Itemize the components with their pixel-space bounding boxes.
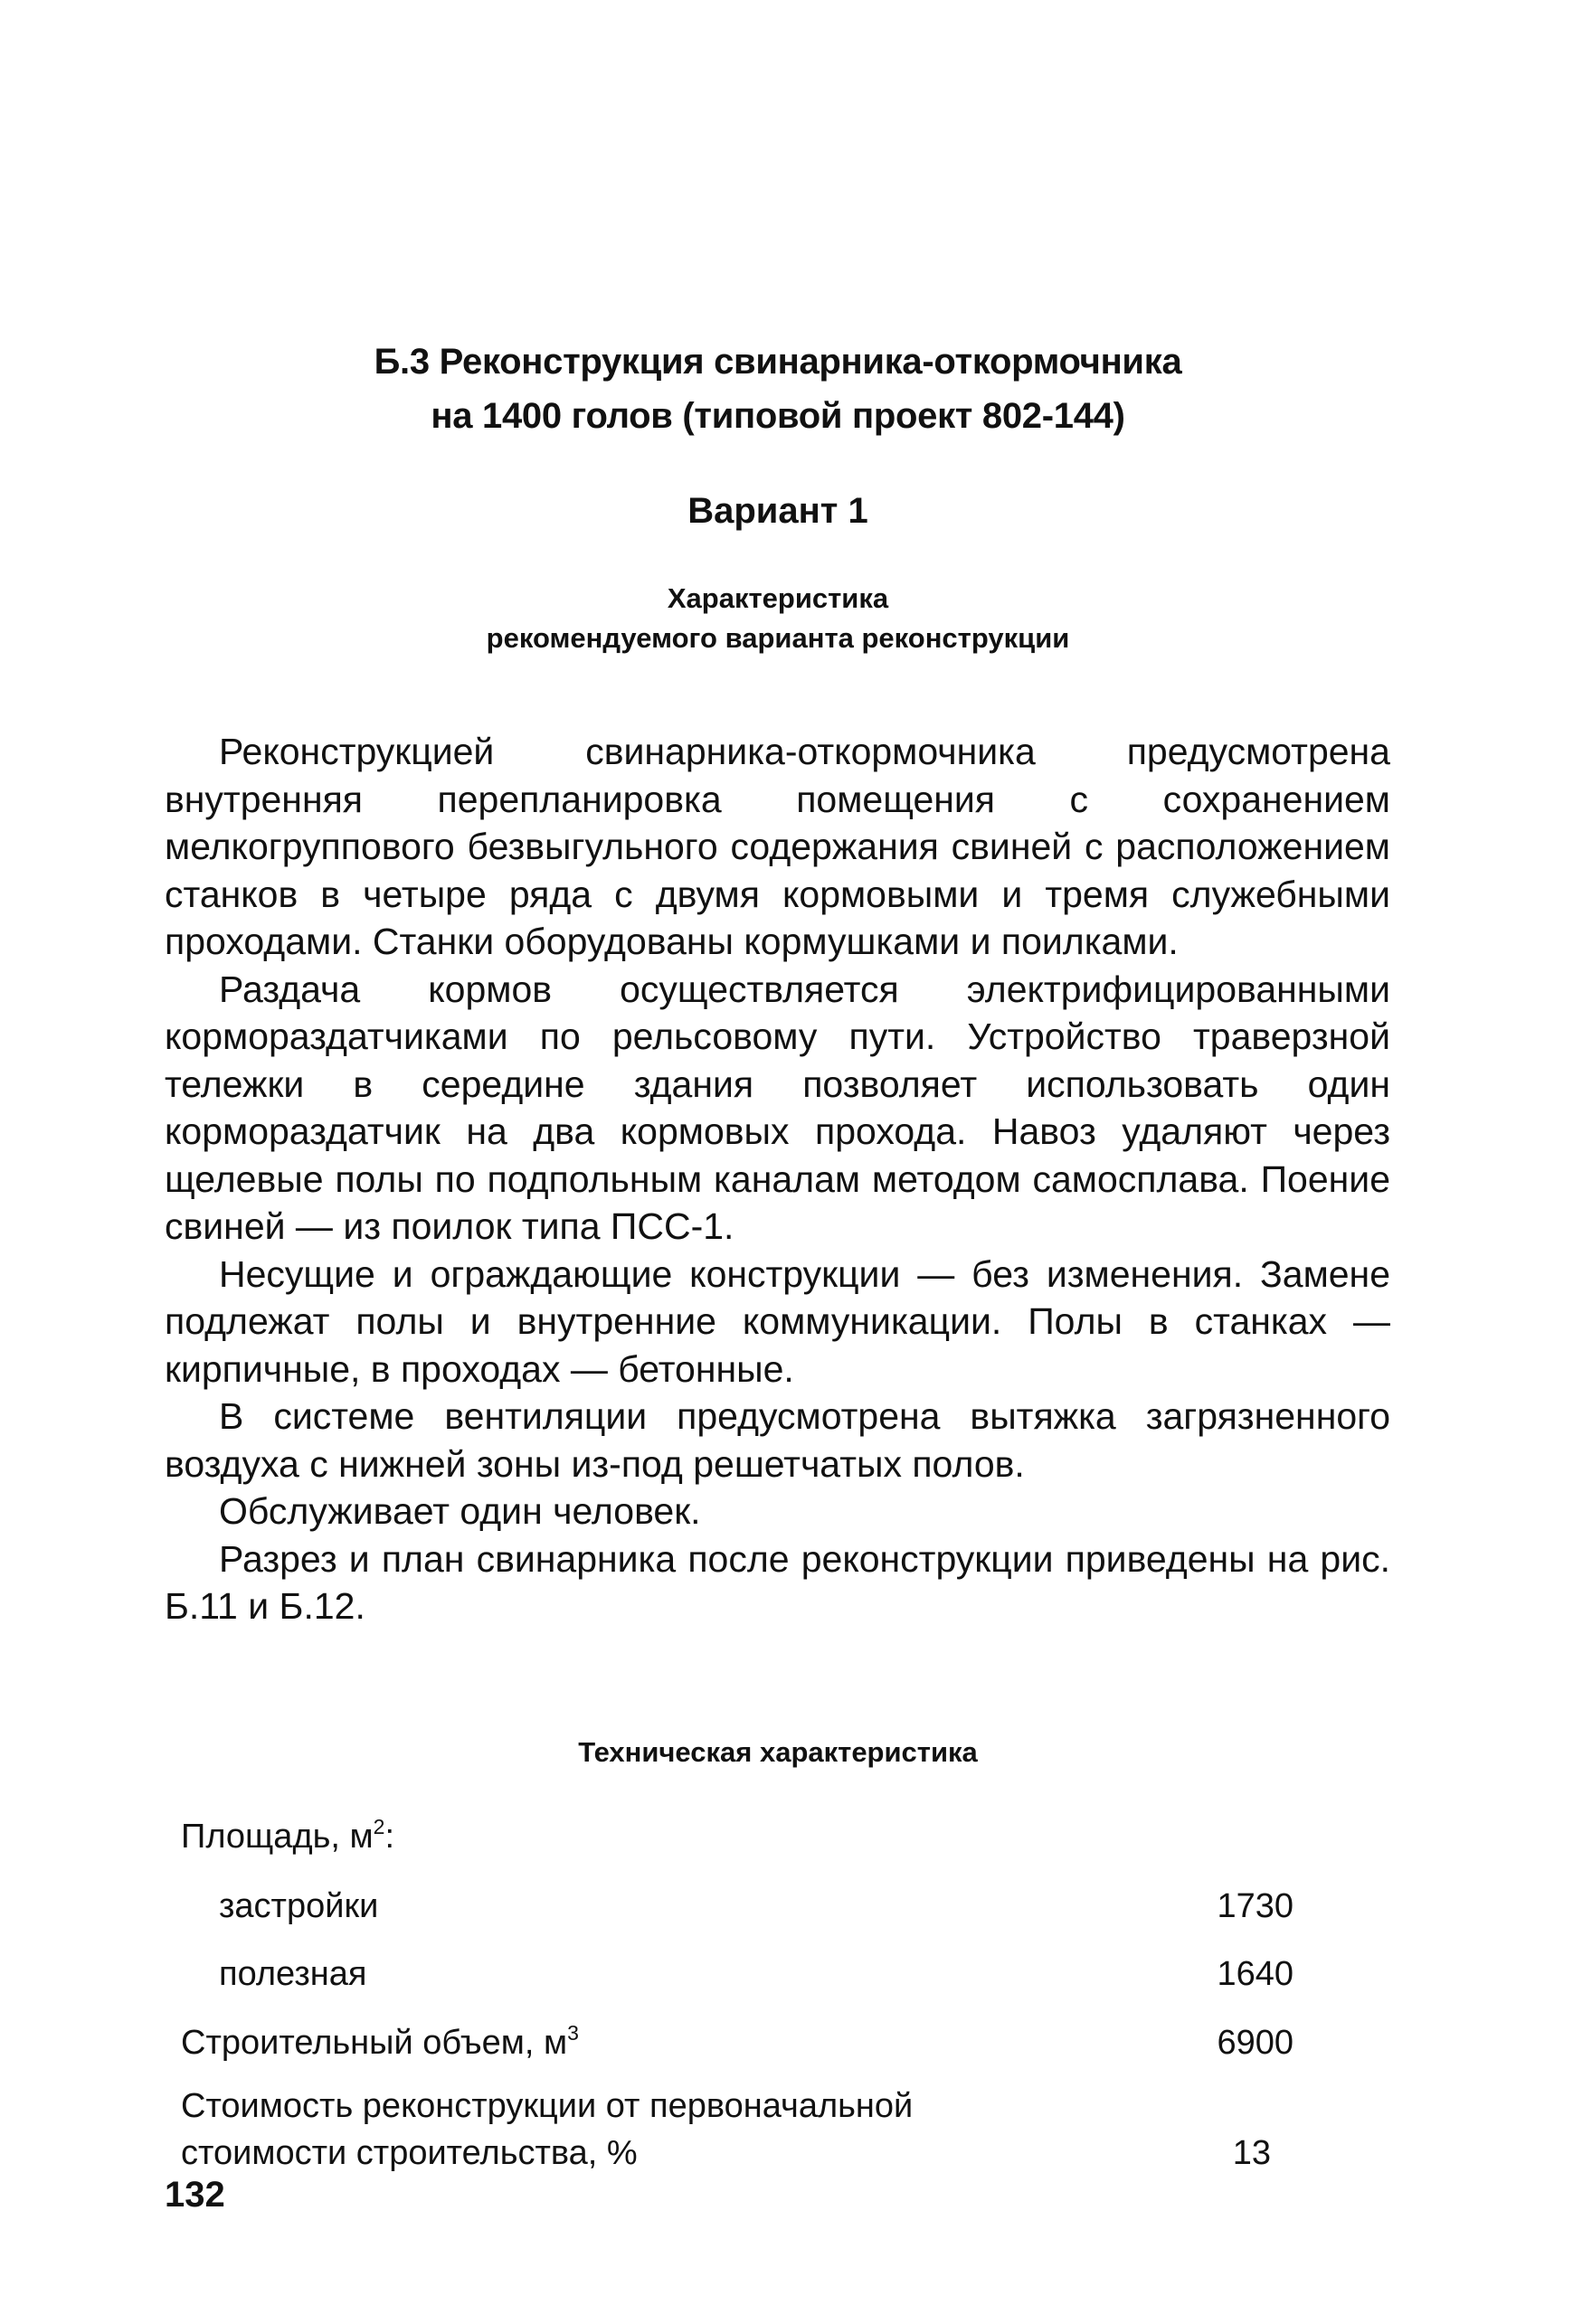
characteristics-heading-line-2: рекомендуемого варианта реконструкции	[486, 622, 1070, 654]
page-number: 132	[165, 2175, 225, 2215]
paragraph-feeding: Раздача кормов осуществляется электрифицированными кормораздатчиками по рельсовому пути. Устройство траверзной тележки в середине здания позволяет использовать один кормораздатчик на два кормовых прохода. Навоз удаляют через щелевые полы по подпольным каналам методом самосплава. Поение свиней — из поилок типа ПСС-1.	[165, 968, 1390, 1247]
volume-value: 6900	[1217, 2024, 1293, 2062]
paragraph-figures: Разрез и план свинарника после реконструкции приведены на рис. Б.11 и Б.12.	[165, 1537, 1390, 1627]
paragraph-structures: Несущие и ограждающие конструкции — без изменения. Замене подлежат полы и внутренние коммуникации. Полы в станках — кирпичные, в проходах — бетонные.	[165, 1252, 1390, 1390]
paragraph-staff: Обслуживает один человек.	[219, 1490, 701, 1532]
cost-value: 13	[1232, 2134, 1271, 2172]
paragraph-reconstruction: Реконструкцией свинарника-откормочника предусмотрена внутренняя перепланировка помещения с сохранением мелкогруппового безвыгульного содержания свиней с расположением станков в четыре ряда с двумя кормовыми и тремя служебными проходами. Станки оборудованы кормушками и поилками.	[165, 731, 1390, 962]
built-area-value: 1730	[1217, 1887, 1293, 1925]
characteristics-heading	[163, 579, 1393, 658]
area-label: Площадь, $м^2$:	[181, 1815, 395, 1856]
volume-unit-exponent: 3	[567, 2021, 579, 2045]
useful-area-label: полезная	[219, 1955, 367, 1993]
useful-area-value: 1640	[1217, 1955, 1293, 1993]
section-title	[163, 335, 1393, 443]
body-text	[165, 728, 1390, 1630]
variant-heading: Вариант 1	[687, 491, 868, 531]
area-unit-exponent: 2	[373, 1815, 385, 1838]
cost-label: Стоимость реконструкции от первоначальной стоимости строительства, %	[181, 2087, 914, 2172]
characteristics-heading-line-1: Характеристика	[667, 582, 889, 614]
section-title-line-1: Б.3 Реконструкция свинарника-откормочника	[374, 342, 1182, 382]
volume-label: Строительный объем, $м^3$	[181, 2021, 579, 2062]
section-title-line-2: на 1400 голов (типовой проект 802-144)	[431, 396, 1125, 436]
tech-heading: Техническая характеристика	[578, 1736, 978, 1768]
built-area-label: застройки	[219, 1887, 379, 1925]
paragraph-ventilation: В системе вентиляции предусмотрена вытяжка загрязненного воздуха с нижней зоны из-под решетчатых полов.	[165, 1395, 1390, 1485]
